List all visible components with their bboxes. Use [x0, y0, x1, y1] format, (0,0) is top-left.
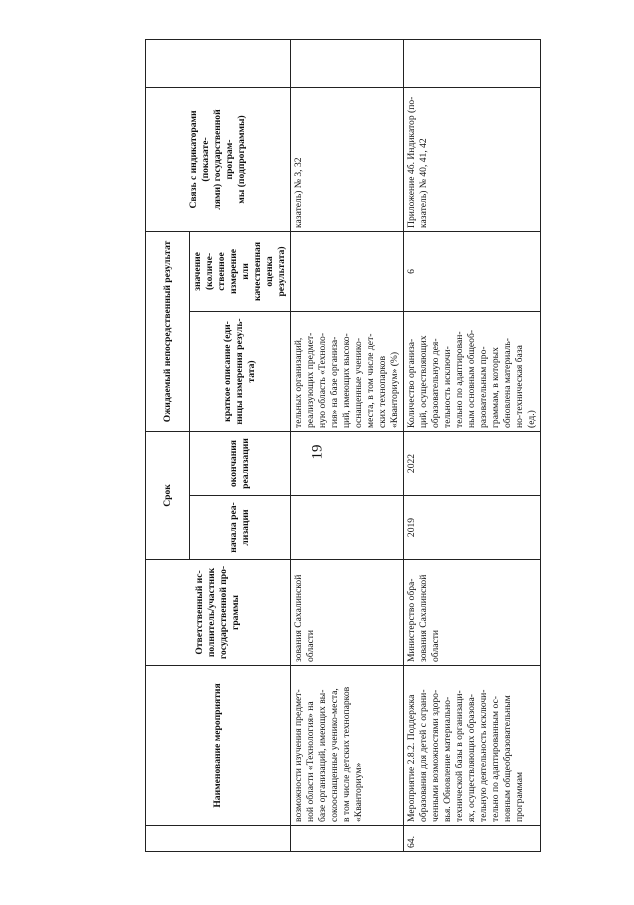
cell-value [290, 231, 403, 311]
cell-empty [403, 39, 540, 87]
cell-end: 2022 [403, 432, 540, 496]
table-row [290, 39, 403, 851]
cell-desc: Количество организа- ций, осуществляющих образовательную дея- тельность исключи- тельно по адаптирован- ным основным общеоб- разовательным про- граммам, в которых обновлена материаль- но-техническая база (ед.) [403, 312, 540, 432]
page-number: 19 [309, 444, 326, 460]
cell-link: казатель) № 3, 32 [290, 87, 403, 231]
header-cell-term-start: начала реа- лизации [190, 496, 291, 560]
cell-num [290, 826, 403, 852]
header-row-1 [146, 39, 190, 851]
cell-start: 2019 [403, 496, 540, 560]
cell-start [290, 496, 403, 560]
cell-empty [290, 39, 403, 87]
header-cell-result: Ожидаемый непосредственный результат [146, 231, 190, 431]
cell-executor: зования Сахалинской области [290, 560, 403, 666]
cell-end [290, 432, 403, 496]
table-row [403, 39, 540, 851]
cell-value: 6 [403, 231, 540, 311]
header-cell-executor: Ответственный ис- полнитель/участник государственной про- граммы [146, 560, 291, 666]
header-cell-name: Наименование мероприятия [146, 666, 291, 826]
measures-table [145, 39, 541, 852]
cell-executor: Министерство обра- зования Сахалинской области [403, 560, 540, 666]
cell-num: 64. [403, 826, 540, 852]
cell-name: Мероприятие 2.8.2. Поддержка образования для детей с ограни- ченными возможностями здоро- вья. Обновление материально- технической базы в организаци- ях, осуществляющих образова- тельную деятельность исключи- тельно по адаптированным ос- новным общеобразовательным программам [403, 666, 540, 826]
rotated-table-sheet [145, 40, 537, 852]
cell-link: Приложение 4б. Индикатор (по- казатель) № 40, 41, 42 [403, 87, 540, 231]
header-cell-result-desc: краткое описание (еди- ницы измерения резуль- тата) [190, 312, 291, 432]
cell-desc: тельных организаций, реализующих предмет- ную область «Техноло- гия» на базе организа- ций, имеющих высоко- оснащенные ученико- места, в том числе дет- ских технопарков «Кванториум» (%) [290, 312, 403, 432]
header-cell-term-end: окончания реализации [190, 432, 291, 496]
cell-name: возможности изучения предмет- ной области «Технология» на базе организаций, имеющих вы- сокооснащенные ученико-места, в том числе детских технопарков «Кванториум» [290, 666, 403, 826]
header-cell-num [146, 826, 291, 852]
header-cell-empty [146, 39, 291, 87]
header-cell-term: Срок [146, 432, 190, 560]
header-cell-link: Связь с индикаторами (показате- лями) государственной програм- мы (подпрограммы) [146, 87, 291, 231]
header-cell-result-value: значение (количе- ственное измерение или качественная оценка результата) [190, 231, 291, 311]
